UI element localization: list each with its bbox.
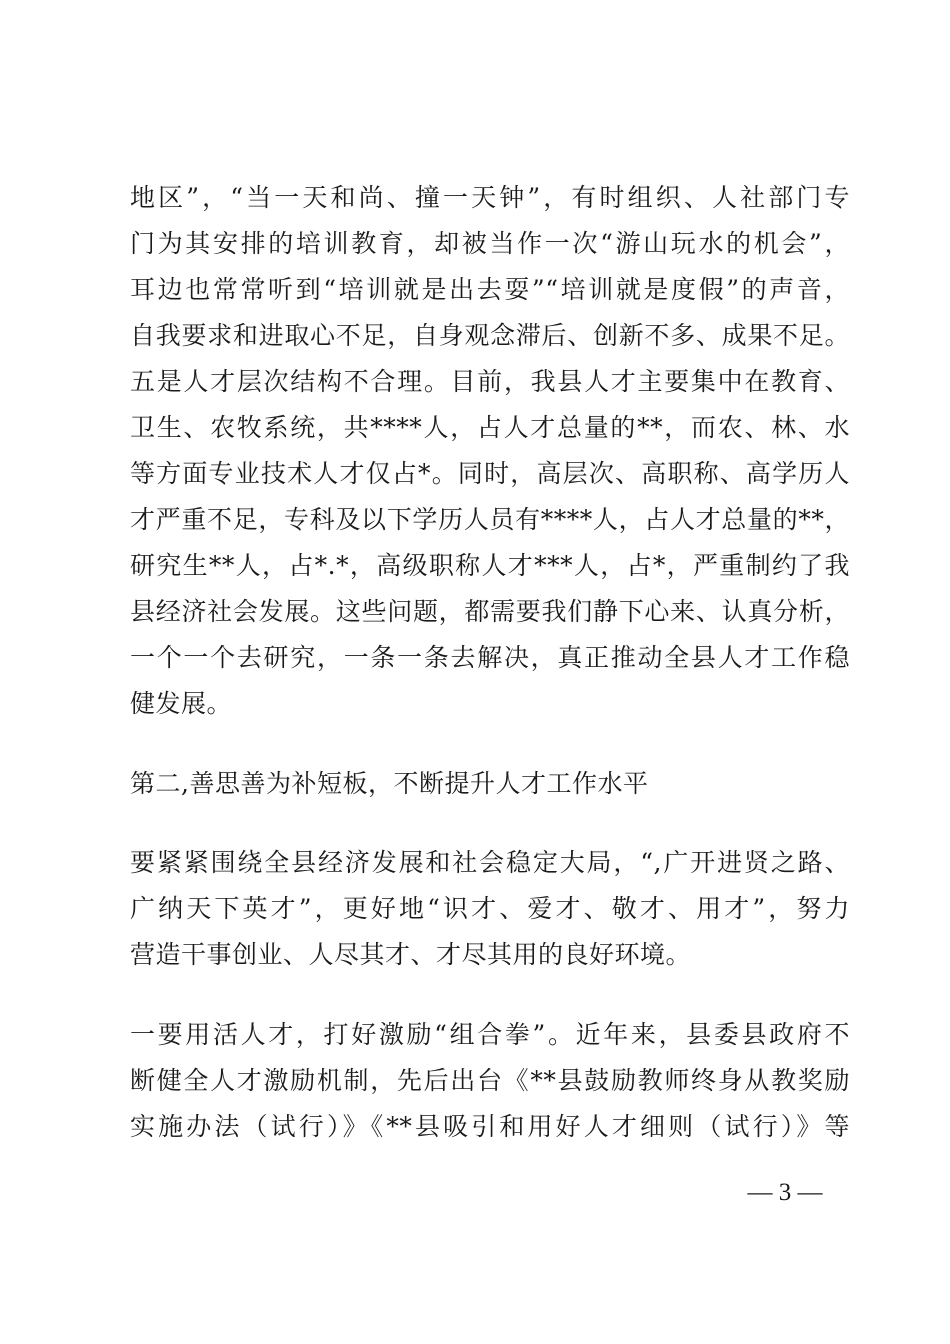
paragraph-1-line-4: 自我要求和进取心不足，自身观念滞后、创新不多、成果不足。 (130, 321, 850, 350)
page-number: — 3 — (747, 1179, 823, 1206)
paragraph-1-line-10: 县经济社会发展。这些问题，都需要我们静下心来、认真分析， (130, 597, 850, 626)
paragraph-1-line-2: 门为其安排的培训教育，却被当作一次“游山玩水的机会”， (130, 229, 850, 258)
paragraph-3-line-2: 广纳天下英才”，更好地“识才、爱才、敬才、用才”，努力 (130, 894, 850, 923)
paragraph-4-line-1: 一要用活人才，打好激励“组合拳”。近年来，县委县政府不 (130, 1020, 850, 1049)
paragraph-1-line-6: 卫生、农牧系统，共****人，占人才总量的**，而农、林、水 (130, 413, 850, 442)
paragraph-1-line-7: 等方面专业技术人才仅占*。同时，高层次、高职称、高学历人 (130, 459, 850, 488)
section-heading: 第二,善思善为补短板，不断提升人才工作水平 (130, 769, 649, 798)
paragraph-1-line-11: 一个一个去研究，一条一条去解决，真正推动全县人才工作稳 (130, 643, 850, 672)
paragraph-1-line-5: 五是人才层次结构不合理。目前，我县人才主要集中在教育、 (130, 367, 850, 396)
paragraph-4-line-3: 实施办法（试行）》《**县吸引和用好人才细则（试行）》等 (130, 1112, 850, 1141)
paragraph-1-line-1: 地区”，“当一天和尚、撞一天钟”，有时组织、人社部门专 (130, 183, 850, 212)
paragraph-1-line-12: 健发展。 (130, 689, 233, 718)
paragraph-4-line-2: 断健全人才激励机制，先后出台《**县鼓励教师终身从教奖励 (130, 1066, 850, 1095)
paragraph-1-line-9: 研究生**人，占*.*，高级职称人才***人，占*，严重制约了我 (130, 551, 850, 580)
paragraph-1-line-3: 耳边也常常听到“培训就是出去耍”“培训就是度假”的声音， (130, 275, 850, 304)
paragraph-3-line-1: 要紧紧围绕全县经济发展和社会稳定大局，“,广开进贤之路、 (130, 848, 850, 877)
paragraph-1-line-8: 才严重不足，专科及以下学历人员有****人，占人才总量的**， (130, 505, 850, 534)
paragraph-3-line-3: 营造干事创业、人尽其才、才尽其用的良好环境。 (130, 940, 692, 969)
